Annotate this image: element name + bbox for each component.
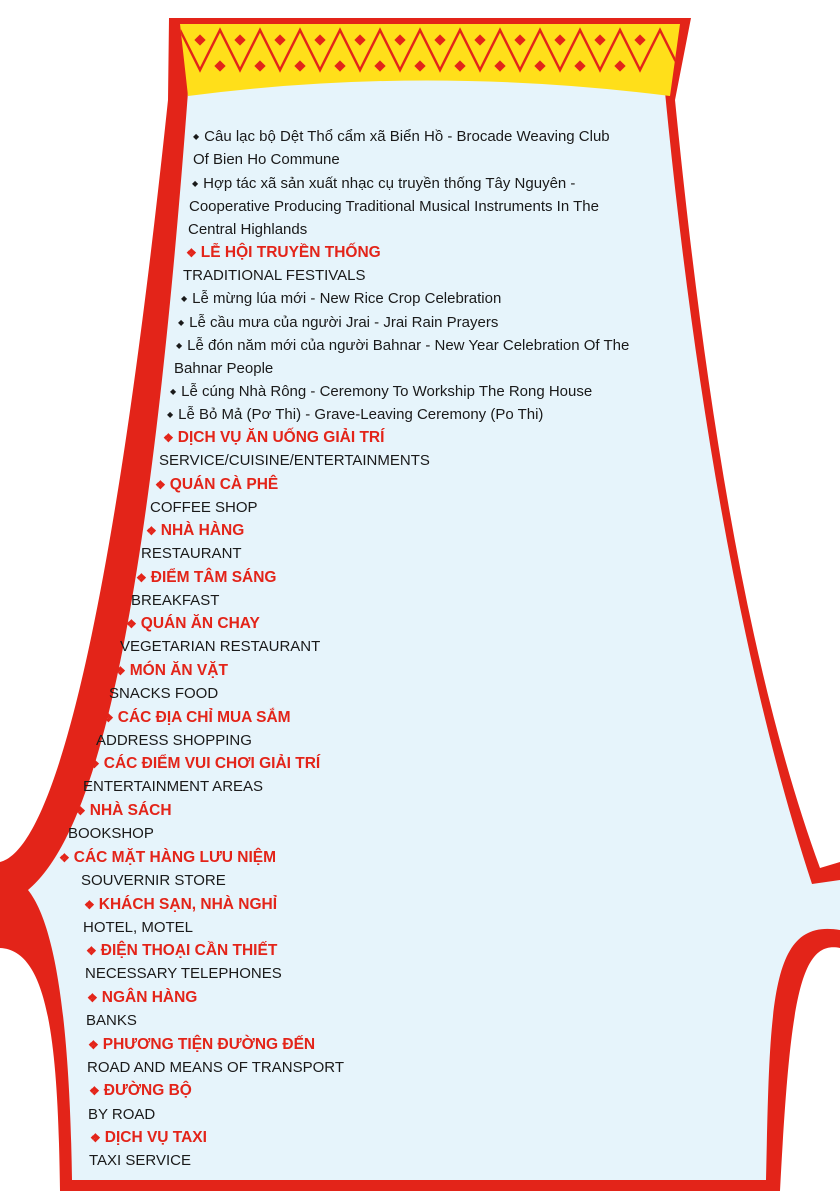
- section-subtitle: [68, 824, 154, 844]
- list-item: [193, 127, 610, 149]
- section-heading: [126, 614, 260, 634]
- section-subtitle: [81, 871, 226, 891]
- section-subtitle: [150, 498, 258, 518]
- list-item: [170, 382, 592, 404]
- section-heading: [88, 1035, 315, 1055]
- subtitle-text: COFFEE SHOP: [150, 499, 258, 516]
- item-text: Lễ cầu mưa của người Jrai - Jrai Rain Prayers: [189, 314, 499, 331]
- section-subtitle: [83, 777, 263, 797]
- section-heading: [86, 941, 277, 961]
- list-item-continued: [189, 197, 599, 217]
- subtitle-text: SOUVERNIR STORE: [81, 872, 226, 889]
- heading-text: ĐƯỜNG BỘ: [103, 1082, 192, 1099]
- section-subtitle: [159, 451, 430, 471]
- subtitle-text: ENTERTAINMENT AREAS: [83, 778, 264, 795]
- item-text: Central Highlands: [188, 221, 308, 238]
- section-subtitle: [85, 964, 282, 984]
- section-subtitle: [120, 637, 320, 657]
- heading-text: CÁC ĐỊA CHỈ MUA SẮM: [117, 709, 291, 726]
- subtitle-text: ROAD AND MEANS OF TRANSPORT: [87, 1059, 344, 1076]
- item-text: Bahnar People: [174, 360, 274, 377]
- section-subtitle: [109, 684, 218, 704]
- section-heading: [115, 661, 228, 681]
- item-text: Lễ cúng Nhà Rông - Ceremony To Workship The Rong House: [181, 383, 593, 400]
- section-heading: [163, 428, 384, 448]
- heading-text: NHÀ HÀNG: [160, 522, 245, 539]
- subtitle-text: BREAKFAST: [131, 592, 220, 609]
- section-heading: [84, 895, 277, 915]
- section-subtitle: [131, 591, 219, 611]
- subtitle-text: RESTAURANT: [141, 545, 242, 562]
- heading-text: QUÁN ĂN CHAY: [140, 615, 260, 632]
- heading-text: NGÂN HÀNG: [101, 989, 198, 1006]
- section-heading: [90, 1128, 207, 1148]
- subtitle-text: HOTEL, MOTEL: [83, 919, 194, 936]
- item-text: Cooperative Producing Traditional Musical Instruments In The: [189, 198, 599, 215]
- heading-text: MÓN ĂN VẶT: [129, 662, 228, 679]
- heading-text: QUÁN CÀ PHÊ: [169, 476, 279, 493]
- heading-text: CÁC MẶT HÀNG LƯU NIỆM: [73, 849, 277, 866]
- item-text: Lễ mừng lúa mới - New Rice Crop Celebration: [192, 290, 502, 307]
- list-item-continued: [174, 359, 273, 379]
- subtitle-text: BANKS: [86, 1012, 137, 1029]
- section-heading: [87, 988, 197, 1008]
- heading-text: NHÀ SÁCH: [89, 802, 172, 819]
- heading-text: DỊCH VỤ TAXI: [104, 1129, 207, 1146]
- subtitle-text: BOOKSHOP: [68, 825, 154, 842]
- section-subtitle: [96, 731, 252, 751]
- item-text: Of Bien Ho Commune: [193, 151, 340, 168]
- subtitle-text: SNACKS FOOD: [109, 685, 219, 702]
- heading-text: ĐIỂM TÂM SÁNG: [150, 569, 277, 586]
- section-subtitle: [88, 1105, 155, 1125]
- section-heading: [146, 521, 244, 541]
- list-item-continued: [188, 220, 307, 240]
- subtitle-text: NECESSARY TELEPHONES: [85, 965, 282, 982]
- subtitle-text: SERVICE/CUISINE/ENTERTAINMENTS: [159, 452, 430, 469]
- section-heading: [89, 754, 320, 774]
- section-heading: [75, 801, 172, 821]
- subtitle-text: VEGETARIAN RESTAURANT: [120, 638, 321, 655]
- heading-text: KHÁCH SẠN, NHÀ NGHỈ: [98, 896, 278, 913]
- list-item: [178, 313, 498, 335]
- section-heading: [103, 708, 291, 728]
- heading-text: CÁC ĐIỂM VUI CHƠI GIẢI TRÍ: [103, 755, 321, 772]
- section-subtitle: [183, 266, 366, 286]
- section-subtitle: [83, 918, 193, 938]
- section-subtitle: [87, 1058, 344, 1078]
- subtitle-text: TAXI SERVICE: [89, 1152, 191, 1169]
- section-heading: [136, 568, 276, 588]
- heading-text: DỊCH VỤ ĂN UỐNG GIẢI TRÍ: [177, 429, 385, 446]
- list-item: [181, 289, 501, 311]
- section-subtitle: [89, 1151, 191, 1171]
- list-item: [176, 336, 629, 358]
- list-item: [192, 174, 575, 196]
- list-item-continued: [193, 150, 340, 170]
- heading-text: PHƯƠNG TIỆN ĐƯỜNG ĐẾN: [102, 1036, 316, 1053]
- subtitle-text: ADDRESS SHOPPING: [96, 732, 252, 749]
- section-heading: [155, 475, 278, 495]
- item-text: Lễ Bỏ Mả (Pơ Thi) - Grave-Leaving Ceremony (Po Thi): [178, 406, 544, 423]
- section-heading: [59, 848, 276, 868]
- list-item: [167, 405, 543, 427]
- section-heading: [186, 243, 381, 263]
- subtitle-text: TRADITIONAL FESTIVALS: [183, 267, 366, 284]
- item-text: Hợp tác xã sản xuất nhạc cụ truyền thống Tây Nguyên -: [203, 175, 576, 192]
- heading-text: ĐIỆN THOẠI CẦN THIẾT: [100, 942, 278, 959]
- heading-text: LỄ HỘI TRUYỀN THỐNG: [200, 244, 381, 261]
- section-subtitle: [141, 544, 242, 564]
- subtitle-text: BY ROAD: [88, 1106, 156, 1123]
- section-subtitle: [86, 1011, 137, 1031]
- item-text: Câu lạc bộ Dệt Thổ cẩm xã Biển Hồ - Brocade Weaving Club: [204, 128, 610, 145]
- item-text: Lễ đón năm mới của người Bahnar - New Year Celebration Of The: [187, 337, 630, 354]
- section-heading: [89, 1081, 192, 1101]
